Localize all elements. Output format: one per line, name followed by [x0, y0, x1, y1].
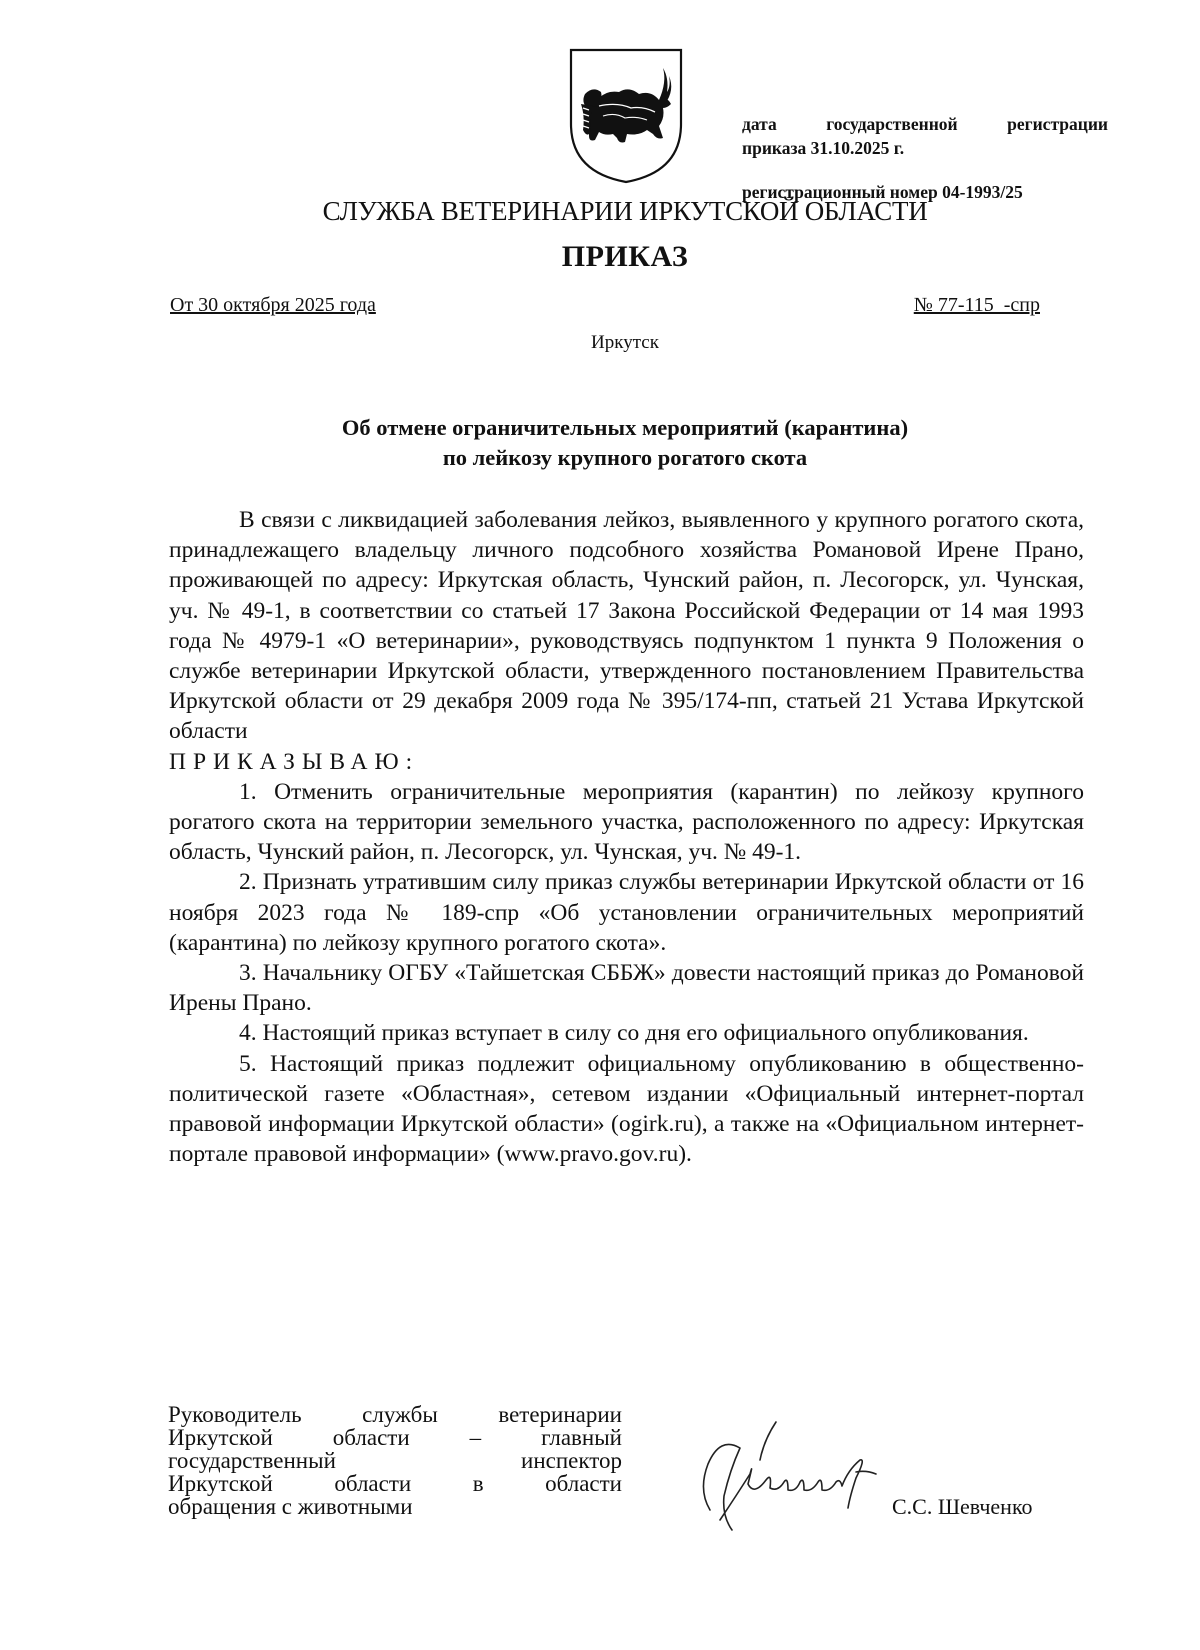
order-item: 4. Настоящий приказ вступает в силу со дня его официального опубликования. — [239, 1020, 1029, 1047]
signer-name: С.С. Шевченко — [892, 1494, 1033, 1519]
issue-city: Иркутск — [591, 332, 659, 353]
signer-position-line: государственный инспектор — [168, 1448, 622, 1473]
registration-line-2: приказа 31.10.2025 г. — [742, 138, 905, 158]
order-word: ПРИКАЗЫВАЮ: — [169, 748, 420, 775]
handwritten-signature-icon — [680, 1400, 920, 1540]
signer-position — [168, 1403, 622, 1518]
order-title-line-1: Об отмене ограничительных мероприятий (карантина) — [341, 415, 909, 440]
organization-name: СЛУЖБА ВЕТЕРИНАРИИ ИРКУТСКОЙ ОБЛАСТИ — [322, 196, 928, 226]
registration-line-1: дата государственной регистрации — [742, 114, 1108, 134]
signer-position-line: Руководитель службы ветеринарии — [168, 1402, 622, 1427]
order-body — [169, 505, 1084, 1169]
signer-position-line: Иркутской области – главный — [168, 1425, 622, 1450]
preamble-paragraph: В связи с ликвидацией заболевания лейкоз, выявленного у крупного рогатого скота, принадлежащего владельцу личного подсобного хозяйства Романовой Ирене Прано, проживающей по адресу: Иркутская область, Чунский район, п. Лесогорск, ул. Чунская, уч. № 49-1, в соответствии со статьей 17 Закона Российской Федерации от 14 мая 1993 года № 4979-1 «О ветеринарии», руководствуясь подпунктом 1 пункта 9 Положения о службе ветеринарии Иркутской области, утвержденного постановлением Правительства Иркутской области от 29 декабря 2009 года № 395/174-пп, статьей 21 Устава Иркутской области — [169, 507, 1084, 745]
document-type: ПРИКАЗ — [561, 240, 689, 273]
registration-stamp — [742, 112, 1108, 204]
coat-of-arms-icon — [567, 46, 685, 186]
order-title-line-2: по лейкозу крупного рогатого скота — [442, 445, 808, 470]
signer-position-line: Иркутской области в области — [168, 1471, 622, 1496]
signer-position-line: обращения с животными — [168, 1494, 413, 1519]
order-item: 2. Признать утратившим силу приказ службы ветеринарии Иркутской области от 16 ноября 2023 года № 189-спр «Об установлении ограничительных мероприятий (карантина) по лейкозу крупного рогатого скота». — [169, 869, 1084, 956]
order-title — [0, 413, 1200, 473]
order-date: От 30 октября 2025 года — [170, 294, 376, 316]
order-item: 1. Отменить ограничительные мероприятия (карантин) по лейкозу крупного рогатого скота на территории земельного участка, расположенного по адресу: Иркутская область, Чунский район, п. Лесогорск, ул. Чунская, уч. № 49-1. — [169, 778, 1084, 866]
order-item: 3. Начальнику ОГБУ «Тайшетская СББЖ» довести настоящий приказ до Романовой Ирены Прано. — [169, 960, 1084, 1017]
order-number: № 77-115 -спр — [913, 294, 1040, 316]
order-item: 5. Настоящий приказ подлежит официальному опубликованию в общественно-политической газете «Областная», сетевом издании «Официальный интернет-портал правовой информации Иркутской области» (ogirk.ru), а также на «Официальном интернет-портале правовой информации» (www.pravo.gov.ru). — [169, 1050, 1084, 1168]
registration-number: регистрационный номер 04-1993/25 — [742, 182, 1023, 202]
